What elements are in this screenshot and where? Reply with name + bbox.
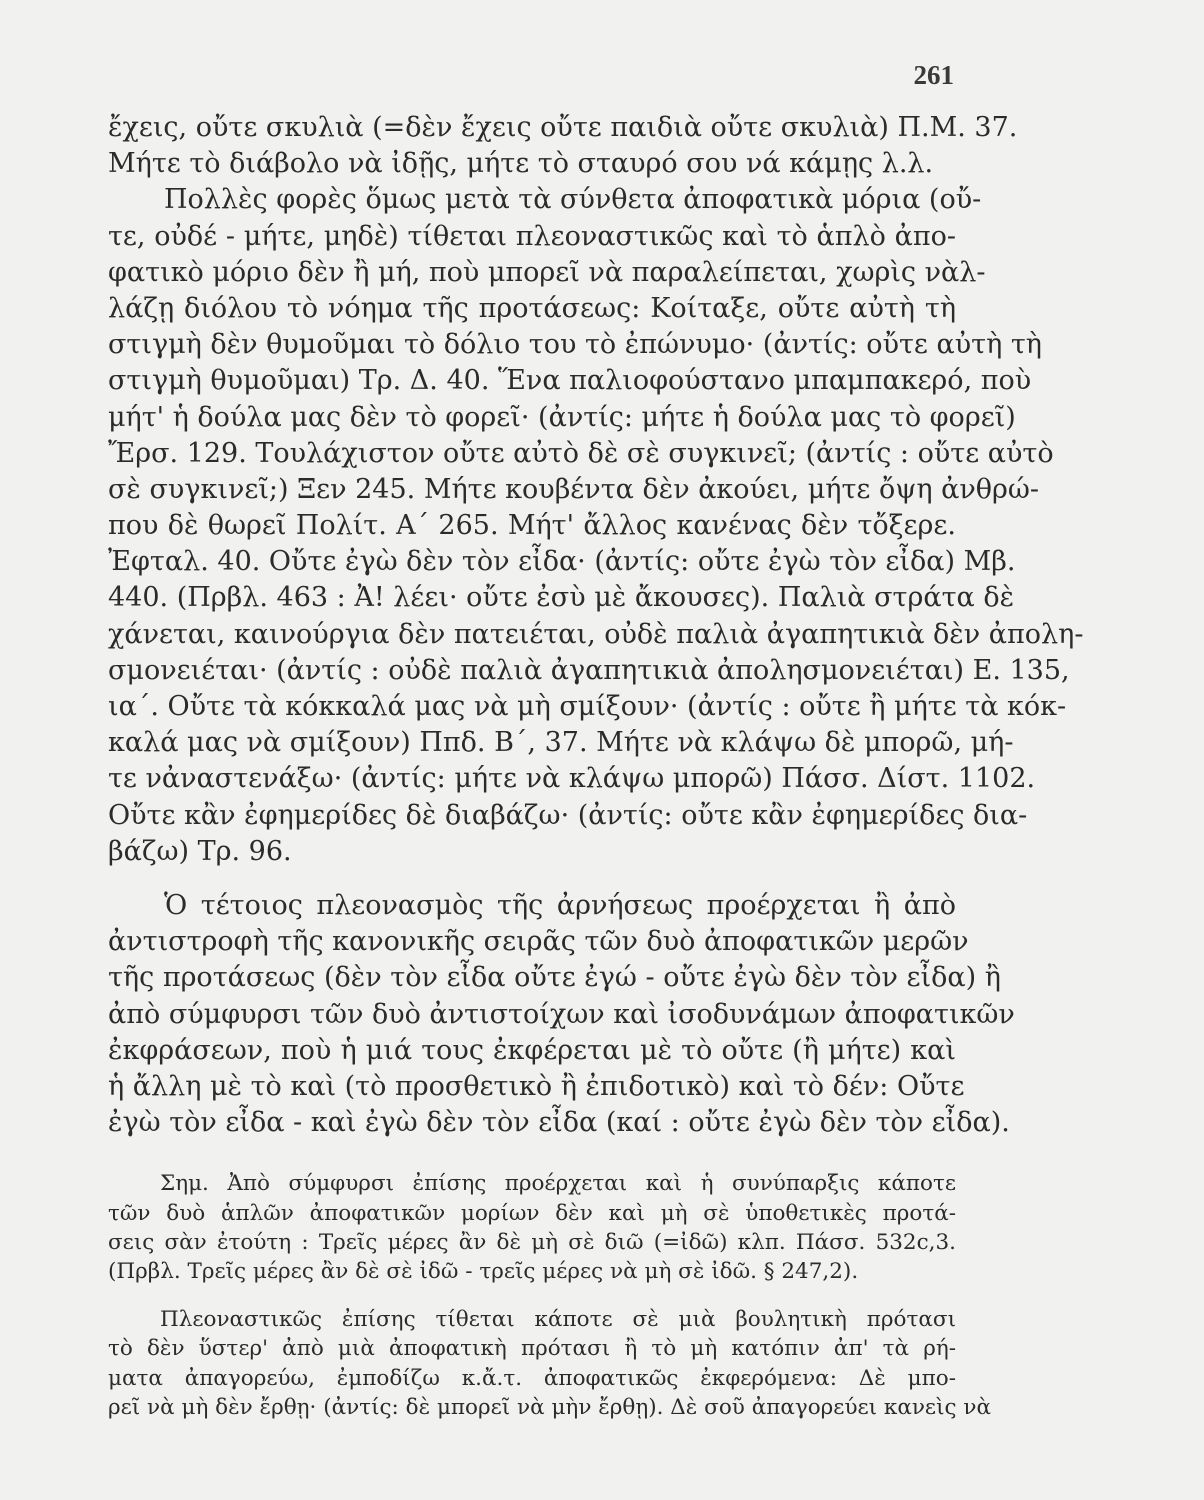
text-line: μήτ' ἡ δούλα μας δὲν τὸ φορεῖ· (ἀντίς: μήτε ἡ δούλα μας τὸ φορεῖ) — [108, 401, 1016, 433]
note-line: ματα ἀπαγορεύω, ἐμποδίζω κ.ἄ.τ. ἀποφατικῶς ἐκφερόμενα: Δὲ μπο- — [108, 1365, 956, 1391]
text-line: χάνεται, καινούργια δὲν πατειέται, οὐδὲ παλιὰ ἀγαπητικιὰ δὲν ἀπολη- — [108, 618, 1084, 650]
text-line: ἐγὼ τὸν εἶδα - καὶ ἐγὼ δὲν τὸν εἶδα (καί : οὔτε ἐγὼ δὲν τὸν εἶδα). — [108, 1107, 1010, 1139]
text-line: Ἐφταλ. 40. Οὔτε ἐγὼ δὲν τὸν εἶδα· (ἀντίς: οὔτε ἐγὼ τὸν εἶδα) Μβ. — [108, 546, 1016, 578]
note-line: Σημ. Ἀπὸ σύμφυρσι ἐπίσης προέρχεται καὶ ἡ συνύπαρξις κάποτε — [160, 1171, 956, 1197]
text-line: βάζω) Τρ. 96. — [108, 835, 292, 867]
paragraph-origin-of-pleonasm — [108, 888, 1015, 1141]
text-line: στιγμὴ δὲν θυμοῦμαι τὸ δόλιο του τὸ ἐπώνυμο· (ἀντίς: οὔτε αὐτὴ τὴ — [108, 329, 1042, 361]
text-line: Ὁ τέτοιος πλεονασμὸς τῆς ἀρνήσεως προέρχεται ἢ ἀπὸ — [164, 889, 956, 921]
page-body — [108, 110, 1084, 1422]
text-line: που δὲ θωρεῖ Πολίτ. Α΄ 265. Μήτ' ἄλλος κανένας δὲν τὄξερε. — [108, 510, 956, 542]
note-paragraph-2 — [108, 1305, 991, 1423]
text-line: καλά μας νὰ σμίξουν) Ππδ. Β΄, 37. Μήτε νὰ κλάψω δὲ μπορῶ, μή- — [108, 727, 1014, 759]
text-line: στιγμὴ θυμοῦμαι) Τρ. Δ. 40. Ἕνα παλιοφούστανο μπαμπακερό, ποὺ — [108, 365, 1032, 397]
note-line: (Πρβλ. Τρεῖς μέρες ἂν δὲ σὲ ἰδῶ - τρεῖς μέρες νὰ μὴ σὲ ἰδῶ. § 247,2). — [108, 1259, 859, 1285]
text-line: ἐκφράσεων, ποὺ ἡ μιά τους ἐκφέρεται μὲ τὸ οὔτε (ἢ μήτε) καὶ — [108, 1034, 956, 1066]
text-line: σὲ συγκινεῖ;) Ξεν 245. Μήτε κουβέντα δὲν ἀκούει, μήτε ὄψη ἀνθρώ- — [108, 473, 1040, 505]
note-line: ρεῖ νὰ μὴ δὲν ἔρθῃ· (ἀντίς: δὲ μπορεῖ νὰ μὴν ἔρθῃ). Δὲ σοῦ ἀπαγορεύει κανεὶς νὰ — [108, 1394, 991, 1420]
text-line: ἡ ἄλλη μὲ τὸ καὶ (τὸ προσθετικὸ ἢ ἐπιδοτικὸ) καὶ τὸ δέν: Οὔτε — [108, 1070, 965, 1102]
text-line: ἀπὸ σύμφυρσι τῶν δυὸ ἀντιστοίχων καὶ ἰσοδυνάμων ἀποφατικῶν — [108, 998, 1015, 1030]
paragraph-pleonasm-examples — [108, 182, 1084, 870]
text-line: λάζῃ διόλου τὸ νόημα τῆς προτάσεως: Κοίταξε, οὔτε αὐτὴ τὴ — [108, 292, 956, 324]
note-line: Πλεοναστικῶς ἐπίσης τίθεται κάποτε σὲ μιὰ βουλητικὴ πρότασι — [160, 1306, 956, 1332]
section-spacer — [108, 1141, 956, 1169]
note-paragraph — [108, 1169, 956, 1287]
text-line: ια΄. Οὔτε τὰ κόκκαλά μας νὰ μὴ σμίξουν· (ἀντίς : οὔτε ἢ μήτε τὰ κόκ- — [108, 691, 1067, 722]
text-line: τῆς προτάσεως (δὲν τὸν εἶδα οὔτε ἐγώ - οὔτε ἐγὼ δὲν τὸν εἶδα) ἢ — [108, 962, 1001, 994]
text-line: ἔχεις, οὔτε σκυλιὰ (=δὲν ἔχεις οὔτε παιδιὰ οὔτε σκυλιὰ) Π.Μ. 37. — [108, 112, 1018, 143]
note-line: σεις σὰν ἐτούτη : Τρεῖς μέρες ἂν δὲ μὴ σὲ διῶ (=ἰδῶ) κλπ. Πάσσ. 532c,3. — [108, 1230, 956, 1256]
page-number: 261 — [913, 60, 954, 90]
paragraph-spacer — [108, 870, 956, 888]
text-line: ἀντιστροφὴ τῆς κανονικῆς σειρᾶς τῶν δυὸ ἀποφατικῶν μερῶν — [108, 926, 969, 958]
text-line: φατικὸ μόριο δὲν ἢ μή, ποὺ μπορεῖ νὰ παραλείπεται, χωρὶς νὰλ- — [108, 256, 986, 288]
text-line: Μήτε τὸ διάβολο νὰ ἰδῇς, μήτε τὸ σταυρό σου νά κάμῃς λ.λ. — [108, 148, 934, 180]
text-line: Ἔρσ. 129. Τουλάχιστον οὔτε αὐτὸ δὲ σὲ συγκινεῖ; (ἀντίς : οὔτε αὐτὸ — [108, 437, 1054, 469]
text-line: Οὔτε κἂν ἐφημερίδες δὲ διαβάζω· (ἀντίς: οὔτε κἂν ἐφημερίδες δια- — [108, 799, 1028, 831]
note-line: τὸ δὲν ὕστερ' ἀπὸ μιὰ ἀποφατικὴ πρότασι ἢ τὸ μὴ κατόπιν ἀπ' τὰ ρή- — [108, 1336, 956, 1362]
text-line: Πολλὲς φορὲς ὅμως μετὰ τὰ σύνθετα ἀποφατικὰ μόρια (οὔ- — [164, 184, 982, 216]
text-line: τε, οὐδέ - μήτε, μηδὲ) τίθεται πλεοναστικῶς καὶ τὸ ἁπλὸ ἀπο- — [108, 220, 956, 252]
text-line: 440. (Πρβλ. 463 : Ἀ! λέει· οὔτε ἐσὺ μὲ ἄκουσες). Παλιὰ στράτα δὲ — [108, 582, 1015, 614]
text-line: σμονειέται· (ἀντίς : οὐδὲ παλιὰ ἀγαπητικιὰ ἀπολησμονειέται) Ε. 135, — [108, 654, 1070, 686]
note-line: τῶν δυὸ ἁπλῶν ἀποφατικῶν μορίων δὲν καὶ μὴ σὲ ὑποθετικὲς προτά- — [108, 1200, 956, 1226]
note-spacer — [108, 1287, 956, 1305]
paragraph-continuation — [108, 110, 1018, 182]
text-line: τε νἀναστενάξω· (ἀντίς: μήτε νὰ κλάψω μπορῶ) Πάσσ. Δίστ. 1102. — [108, 763, 1036, 795]
